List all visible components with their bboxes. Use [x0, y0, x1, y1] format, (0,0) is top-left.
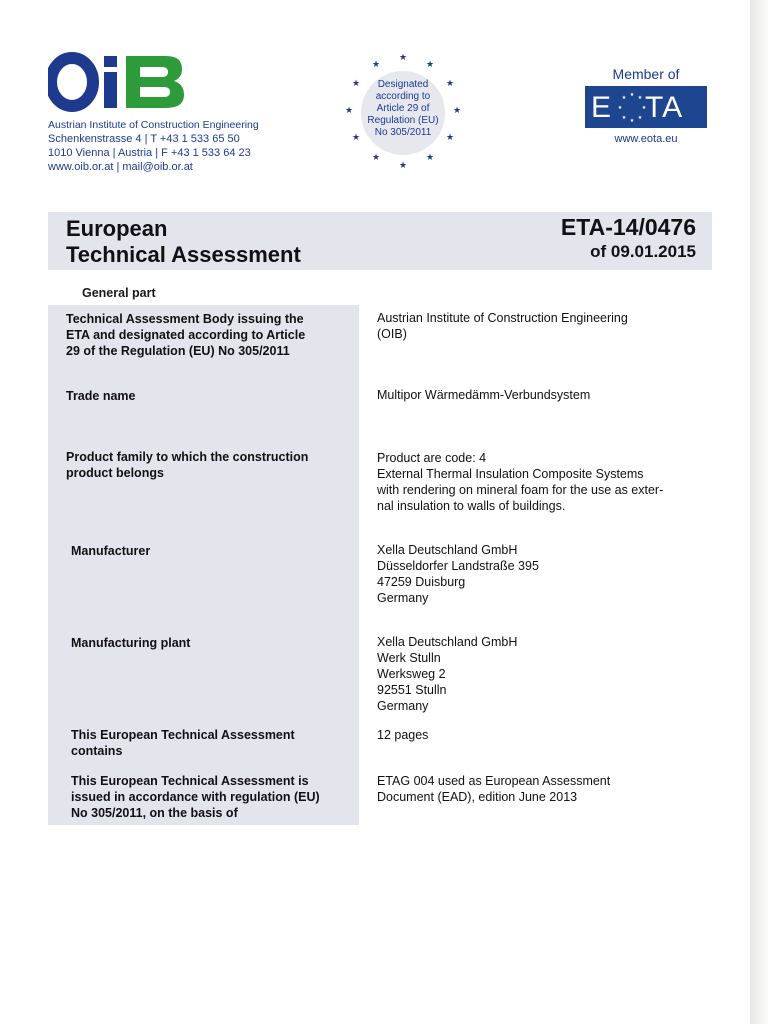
label-line: 29 of the Regulation (EU) No 305/2011	[66, 344, 290, 358]
row-label-manufacturing-plant	[71, 635, 190, 651]
svg-text:★: ★	[425, 60, 435, 70]
eta-number: ETA-14/0476	[560, 214, 696, 240]
row-label-manufacturer	[71, 543, 150, 559]
eu-stars-icon	[615, 90, 649, 124]
seal-line: Regulation (EU)	[367, 115, 439, 126]
svg-text:★: ★	[398, 161, 408, 171]
seal-line: Designated	[377, 79, 429, 90]
row-value-manufacturer	[377, 542, 717, 606]
address-line-2: 1010 Vienna | Austria | F +43 1 533 64 23	[48, 147, 251, 159]
value-line: Werksweg 2	[377, 667, 446, 681]
institute-name: Austrian Institute of Construction Engineering	[48, 119, 259, 131]
svg-text:★: ★	[629, 92, 635, 98]
row-value-basis	[377, 773, 717, 805]
label-line: No 305/2011, on the basis of	[71, 806, 238, 820]
value-line: Document (EAD), edition June 2013	[377, 790, 578, 804]
value-line: 92551 Stulln	[377, 683, 447, 697]
row-value-contains	[377, 727, 717, 743]
svg-text:★: ★	[398, 53, 408, 63]
eta-reference	[561, 214, 696, 263]
svg-text:★: ★	[637, 95, 643, 101]
oib-contact-block	[48, 118, 259, 174]
eota-url: www.eota.eu	[614, 133, 678, 145]
label-line: This European Technical Assessment	[71, 728, 295, 742]
document-title	[66, 216, 301, 268]
svg-text:★: ★	[425, 153, 435, 163]
address-line-1: Schenkenstrasse 4 | T +43 1 533 65 50	[48, 133, 240, 145]
eota-logo	[585, 86, 707, 128]
eota-logo-e: E	[591, 91, 613, 124]
svg-text:★: ★	[617, 105, 623, 111]
eota-logo-ta: TA	[645, 91, 684, 124]
value-line: ETAG 004 used as European Assessment	[377, 774, 611, 788]
svg-text:★: ★	[445, 79, 455, 89]
row-value-trade-name	[377, 387, 717, 403]
svg-text:★: ★	[621, 95, 627, 101]
value-line: (OIB)	[377, 327, 407, 341]
label-line: Manufacturing plant	[71, 636, 191, 650]
label-line: Technical Assessment Body issuing the	[66, 312, 304, 326]
title-band	[48, 212, 712, 270]
value-line: Xella Deutschland GmbH	[377, 543, 518, 557]
value-line: Werk Stulln	[377, 651, 441, 665]
svg-text:★: ★	[371, 153, 381, 163]
seal-text	[362, 79, 444, 139]
member-label: Member of	[612, 66, 680, 82]
svg-text:★: ★	[641, 105, 647, 111]
row-value-product-family	[377, 450, 717, 514]
value-line: Germany	[377, 591, 429, 605]
row-value-assessment-body	[377, 310, 717, 342]
oib-logo	[48, 52, 188, 112]
contact-line: www.oib.or.at | mail@oib.or.at	[48, 161, 193, 173]
value-line: Xella Deutschland GmbH	[377, 635, 518, 649]
value-line: 47259 Duisburg	[377, 575, 466, 589]
svg-text:★: ★	[637, 115, 643, 121]
svg-text:★: ★	[351, 133, 361, 143]
svg-text:★: ★	[629, 118, 635, 124]
svg-text:★: ★	[445, 133, 455, 143]
document-title-line-1: European	[66, 216, 168, 241]
svg-text:★: ★	[621, 115, 627, 121]
row-value-manufacturing-plant	[377, 634, 717, 714]
value-line: External Thermal Insulation Composite Systems	[377, 467, 644, 481]
row-label-assessment-body	[66, 311, 305, 359]
value-line: nal insulation to walls of buildings.	[377, 499, 566, 513]
svg-text:★: ★	[351, 79, 361, 89]
value-line: Austrian Institute of Construction Engineering	[377, 311, 628, 325]
label-line: Product family to which the construction	[66, 450, 309, 464]
row-label-basis	[71, 773, 320, 821]
svg-text:★: ★	[371, 60, 381, 70]
value-line: 12 pages	[377, 728, 429, 742]
value-line: with rendering on mineral foam for the use as exter-	[377, 483, 664, 497]
eota-member-block	[585, 66, 707, 145]
eta-date: of 09.01.2015	[590, 242, 696, 261]
label-line: ETA and designated according to Article	[66, 328, 306, 342]
label-line: issued in accordance with regulation (EU)	[71, 790, 320, 804]
row-label-trade-name	[66, 388, 135, 404]
seal-line: according to	[375, 91, 431, 102]
value-line: Multipor Wärmedämm-Verbundsystem	[377, 388, 591, 402]
label-line: Manufacturer	[71, 544, 151, 558]
row-label-product-family	[66, 449, 308, 481]
value-line: Germany	[377, 699, 429, 713]
row-label-contains	[71, 727, 295, 759]
svg-text:★: ★	[452, 106, 462, 116]
label-line: contains	[71, 744, 123, 758]
section-label: General part	[82, 286, 156, 300]
seal-line: No 305/2011	[374, 127, 432, 138]
document-title-line-2: Technical Assessment	[66, 242, 301, 267]
label-line: This European Technical Assessment is	[71, 774, 309, 788]
label-line: Trade name	[66, 389, 136, 403]
label-line: product belongs	[66, 466, 164, 480]
seal-line: Article 29 of	[376, 103, 430, 114]
value-line: Product are code: 4	[377, 451, 487, 465]
scan-edge	[750, 0, 768, 1024]
value-line: Düsseldorfer Landstraße 395	[377, 559, 539, 573]
svg-text:★: ★	[344, 106, 354, 116]
